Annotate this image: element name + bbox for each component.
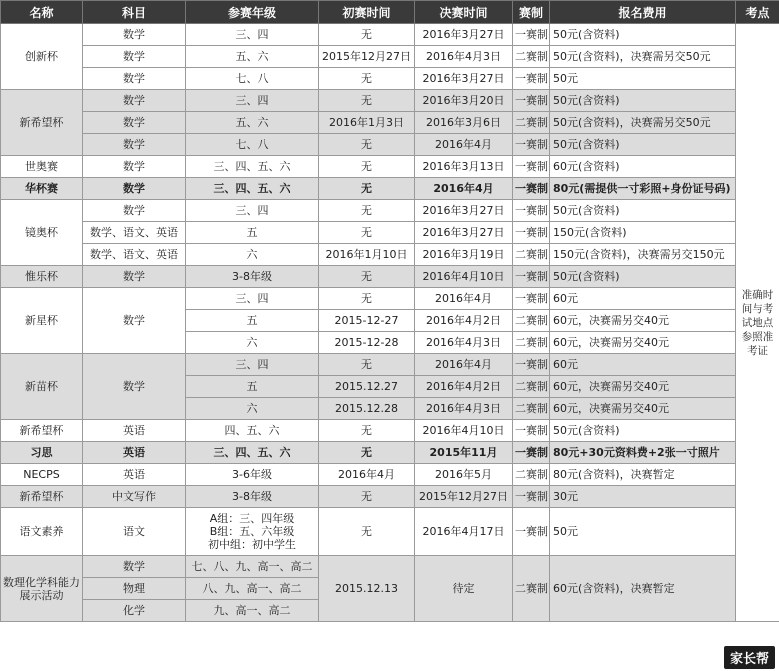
subject-cell: 数学 xyxy=(83,200,186,222)
prelim-cell: 2016年1月3日 xyxy=(319,112,415,134)
format-cell: 一赛制 xyxy=(513,354,550,376)
final-cell: 2016年4月3日 xyxy=(415,46,513,68)
competition-name: 语文素养 xyxy=(1,508,83,556)
final-cell: 2016年4月 xyxy=(415,288,513,310)
table-row xyxy=(1,178,779,200)
table-row xyxy=(1,90,779,112)
prelim-cell: 无 xyxy=(319,90,415,112)
table-row xyxy=(1,200,779,222)
competition-name: 新星杯 xyxy=(1,288,83,354)
fee-cell: 60元，决赛需另交40元 xyxy=(550,310,736,332)
final-cell: 2016年3月27日 xyxy=(415,24,513,46)
subject-cell: 数学 xyxy=(83,90,186,112)
fee-cell: 50元 xyxy=(550,68,736,90)
fee-cell: 50元(含资料) xyxy=(550,266,736,288)
format-cell: 一赛制 xyxy=(513,222,550,244)
final-cell: 2016年4月2日 xyxy=(415,310,513,332)
table-row xyxy=(1,222,779,244)
header-prelim: 初赛时间 xyxy=(319,1,415,24)
subject-cell: 物理 xyxy=(83,578,186,600)
subject-cell: 化学 xyxy=(83,600,186,622)
grade-cell xyxy=(186,508,319,556)
fee-cell: 50元(含资料)，决赛需另交50元 xyxy=(550,112,736,134)
prelim-cell: 2015.12.27 xyxy=(319,376,415,398)
format-cell: 一赛制 xyxy=(513,178,550,200)
final-cell: 2016年3月27日 xyxy=(415,222,513,244)
fee-cell: 150元(含资料)，决赛需另交150元 xyxy=(550,244,736,266)
grade-cell: 五、六 xyxy=(186,112,319,134)
grade-cell: 四、五、六 xyxy=(186,420,319,442)
header-row xyxy=(1,1,779,24)
grade-line: A组：三、四年级 xyxy=(209,512,295,525)
subject-cell: 数学、语文、英语 xyxy=(83,244,186,266)
final-cell: 2015年11月 xyxy=(415,442,513,464)
final-cell: 2016年3月6日 xyxy=(415,112,513,134)
prelim-cell: 无 xyxy=(319,156,415,178)
grade-cell: 3-8年级 xyxy=(186,266,319,288)
grade-cell: 三、四 xyxy=(186,90,319,112)
format-cell: 一赛制 xyxy=(513,24,550,46)
format-cell: 一赛制 xyxy=(513,486,550,508)
final-cell: 2016年3月13日 xyxy=(415,156,513,178)
competition-name: 世奥赛 xyxy=(1,156,83,178)
subject-cell: 数学 xyxy=(83,556,186,578)
table-row xyxy=(1,420,779,442)
fee-cell: 60元 xyxy=(550,354,736,376)
table-row xyxy=(1,354,779,376)
table-row xyxy=(1,24,779,46)
format-cell: 一赛制 xyxy=(513,420,550,442)
fee-cell: 60元，决赛需另交40元 xyxy=(550,332,736,354)
format-cell: 一赛制 xyxy=(513,68,550,90)
grade-cell: 六 xyxy=(186,244,319,266)
competition-name: NECPS xyxy=(1,464,83,486)
final-cell: 2016年4月10日 xyxy=(415,266,513,288)
format-cell: 一赛制 xyxy=(513,134,550,156)
fee-cell: 50元 xyxy=(550,508,736,556)
prelim-cell: 2016年1月10日 xyxy=(319,244,415,266)
table-row xyxy=(1,508,779,556)
competition-name: 华杯赛 xyxy=(1,178,83,200)
fee-cell: 50元(含资料) xyxy=(550,24,736,46)
prelim-cell: 无 xyxy=(319,266,415,288)
subject-cell: 数学 xyxy=(83,68,186,90)
prelim-cell: 无 xyxy=(319,508,415,556)
final-cell: 2016年5月 xyxy=(415,464,513,486)
grade-cell: 三、四 xyxy=(186,288,319,310)
grade-cell: 五 xyxy=(186,222,319,244)
grade-cell: 三、四 xyxy=(186,200,319,222)
subject-cell: 数学、语文、英语 xyxy=(83,222,186,244)
format-cell: 二赛制 xyxy=(513,332,550,354)
fee-cell: 60元(含资料) xyxy=(550,156,736,178)
subject-cell: 英语 xyxy=(83,420,186,442)
format-cell: 一赛制 xyxy=(513,442,550,464)
competition-name: 惟乐杯 xyxy=(1,266,83,288)
fee-cell: 60元(含资料)，决赛暂定 xyxy=(550,556,736,622)
competition-name: 新希望杯 xyxy=(1,486,83,508)
prelim-cell: 2015.12.28 xyxy=(319,398,415,420)
grade-cell: 3-6年级 xyxy=(186,464,319,486)
format-cell: 一赛制 xyxy=(513,156,550,178)
subject-cell: 英语 xyxy=(83,442,186,464)
header-fee: 报名费用 xyxy=(550,1,736,24)
table-row xyxy=(1,486,779,508)
competition-name: 新希望杯 xyxy=(1,90,83,156)
grade-cell: 五、六 xyxy=(186,46,319,68)
subject-cell: 语文 xyxy=(83,508,186,556)
header-final: 决赛时间 xyxy=(415,1,513,24)
competition-name: 习思 xyxy=(1,442,83,464)
fee-cell: 50元(含资料) xyxy=(550,90,736,112)
prelim-cell: 2015-12-27 xyxy=(319,310,415,332)
prelim-cell: 2016年4月 xyxy=(319,464,415,486)
competition-name: 镜奥杯 xyxy=(1,200,83,266)
grade-cell: 五 xyxy=(186,310,319,332)
format-cell: 一赛制 xyxy=(513,266,550,288)
fee-cell: 60元，决赛需另交40元 xyxy=(550,398,736,420)
table-row xyxy=(1,288,779,310)
prelim-cell: 无 xyxy=(319,24,415,46)
grade-cell: 三、四、五、六 xyxy=(186,156,319,178)
grade-cell: 三、四 xyxy=(186,354,319,376)
fee-cell: 50元(含资料)，决赛需另交50元 xyxy=(550,46,736,68)
prelim-cell: 2015.12.13 xyxy=(319,556,415,622)
header-grade: 参赛年级 xyxy=(186,1,319,24)
format-cell: 二赛制 xyxy=(513,556,550,622)
subject-cell: 数学 xyxy=(83,24,186,46)
table-row xyxy=(1,156,779,178)
final-cell: 2016年4月 xyxy=(415,354,513,376)
grade-cell: 六 xyxy=(186,398,319,420)
fee-cell: 80元+30元资料费+2张一寸照片 xyxy=(550,442,736,464)
fee-cell: 80元(含资料)，决赛暂定 xyxy=(550,464,736,486)
prelim-cell: 无 xyxy=(319,134,415,156)
grade-line: B组：五、六年级 xyxy=(209,525,295,538)
subject-cell: 数学 xyxy=(83,288,186,354)
prelim-cell: 无 xyxy=(319,420,415,442)
final-cell: 2016年3月19日 xyxy=(415,244,513,266)
table-row xyxy=(1,244,779,266)
grade-cell: 八、九、高一、高二 xyxy=(186,578,319,600)
final-cell: 2016年4月10日 xyxy=(415,420,513,442)
format-cell: 二赛制 xyxy=(513,46,550,68)
prelim-cell: 无 xyxy=(319,442,415,464)
fee-cell: 80元(需提供一寸彩照+身份证号码) xyxy=(550,178,736,200)
table-row xyxy=(1,556,779,578)
fee-cell: 60元 xyxy=(550,288,736,310)
subject-cell: 数学 xyxy=(83,112,186,134)
subject-cell: 数学 xyxy=(83,178,186,200)
fee-cell: 50元(含资料) xyxy=(550,134,736,156)
grade-cell: 3-8年级 xyxy=(186,486,319,508)
prelim-cell: 无 xyxy=(319,178,415,200)
competition-name: 新希望杯 xyxy=(1,420,83,442)
format-cell: 一赛制 xyxy=(513,288,550,310)
competition-name: 创新杯 xyxy=(1,24,83,90)
grade-cell: 七、八、九、高一、高二 xyxy=(186,556,319,578)
prelim-cell: 无 xyxy=(319,486,415,508)
fee-cell: 50元(含资料) xyxy=(550,420,736,442)
format-cell: 二赛制 xyxy=(513,244,550,266)
header-format: 赛制 xyxy=(513,1,550,24)
format-cell: 二赛制 xyxy=(513,112,550,134)
final-cell: 待定 xyxy=(415,556,513,622)
fee-cell: 50元(含资料) xyxy=(550,200,736,222)
final-cell: 2016年4月3日 xyxy=(415,332,513,354)
final-cell: 2016年4月17日 xyxy=(415,508,513,556)
final-cell: 2016年4月 xyxy=(415,178,513,200)
grade-cell: 九、高一、高二 xyxy=(186,600,319,622)
header-name: 名称 xyxy=(1,1,83,24)
subject-cell: 中文写作 xyxy=(83,486,186,508)
fee-cell: 30元 xyxy=(550,486,736,508)
final-cell: 2016年4月2日 xyxy=(415,376,513,398)
subject-cell: 数学 xyxy=(83,46,186,68)
format-cell: 一赛制 xyxy=(513,200,550,222)
fee-cell: 60元，决赛需另交40元 xyxy=(550,376,736,398)
grade-cell: 七、八 xyxy=(186,68,319,90)
table-row xyxy=(1,112,779,134)
competition-name: 新苗杯 xyxy=(1,354,83,420)
format-cell: 二赛制 xyxy=(513,464,550,486)
final-cell: 2016年3月20日 xyxy=(415,90,513,112)
format-cell: 二赛制 xyxy=(513,310,550,332)
table-row xyxy=(1,442,779,464)
competition-name: 数理化学科能力展示活动 xyxy=(1,556,83,622)
venue-notes: 准确时间与考试地点参照准考证 xyxy=(736,24,779,622)
prelim-cell: 无 xyxy=(319,222,415,244)
final-cell: 2015年12月27日 xyxy=(415,486,513,508)
grade-line: 初中组：初中学生 xyxy=(208,538,296,551)
prelim-cell: 无 xyxy=(319,354,415,376)
final-cell: 2016年3月27日 xyxy=(415,68,513,90)
format-cell: 一赛制 xyxy=(513,508,550,556)
subject-cell: 数学 xyxy=(83,354,186,420)
table-row xyxy=(1,266,779,288)
final-cell: 2016年3月27日 xyxy=(415,200,513,222)
grade-cell: 三、四、五、六 xyxy=(186,178,319,200)
table-row xyxy=(1,46,779,68)
header-subject: 科目 xyxy=(83,1,186,24)
table-row xyxy=(1,68,779,90)
grade-cell: 七、八 xyxy=(186,134,319,156)
subject-cell: 数学 xyxy=(83,266,186,288)
subject-cell: 英语 xyxy=(83,464,186,486)
fee-cell: 150元(含资料) xyxy=(550,222,736,244)
header-venue: 考点 xyxy=(736,1,779,24)
final-cell: 2016年4月3日 xyxy=(415,398,513,420)
grade-cell: 六 xyxy=(186,332,319,354)
format-cell: 一赛制 xyxy=(513,90,550,112)
table-row xyxy=(1,464,779,486)
prelim-cell: 无 xyxy=(319,200,415,222)
prelim-cell: 2015-12-28 xyxy=(319,332,415,354)
format-cell: 二赛制 xyxy=(513,398,550,420)
table-row xyxy=(1,134,779,156)
grade-cell: 三、四、五、六 xyxy=(186,442,319,464)
prelim-cell: 无 xyxy=(319,68,415,90)
grade-cell: 五 xyxy=(186,376,319,398)
prelim-cell: 无 xyxy=(319,288,415,310)
subject-cell: 数学 xyxy=(83,156,186,178)
prelim-cell: 2015年12月27日 xyxy=(319,46,415,68)
grade-cell: 三、四 xyxy=(186,24,319,46)
watermark-logo: 家长帮 xyxy=(724,646,775,669)
format-cell: 二赛制 xyxy=(513,376,550,398)
subject-cell: 数学 xyxy=(83,134,186,156)
final-cell: 2016年4月 xyxy=(415,134,513,156)
